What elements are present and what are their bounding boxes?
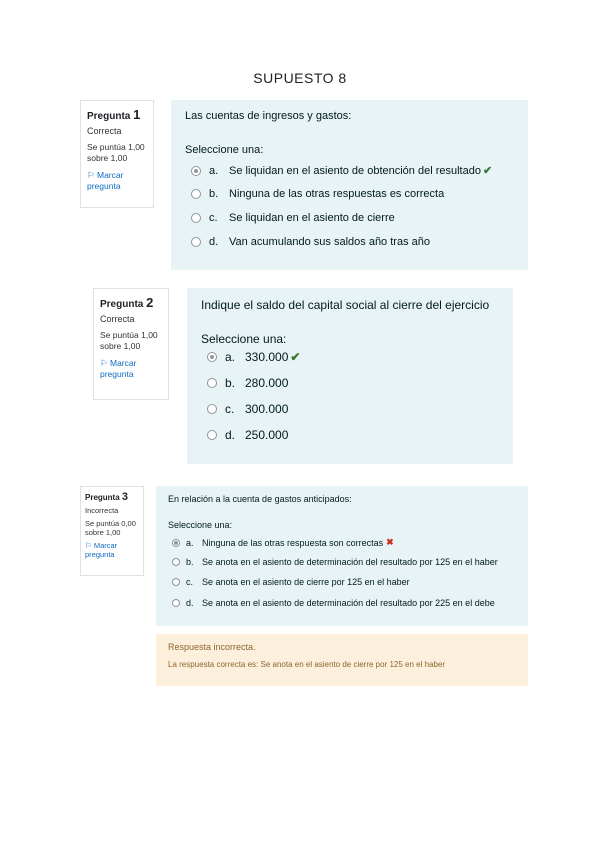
answer-option-a[interactable]: a. 330.000 ✔ (207, 350, 300, 364)
radio-button[interactable] (207, 352, 217, 362)
answer-option-c[interactable]: c. 300.000 (207, 402, 288, 416)
question-number: Pregunta 1 (87, 107, 141, 122)
flag-question-link[interactable]: ⚐ Marcar pregunta (100, 358, 137, 379)
radio-button[interactable] (172, 539, 180, 547)
answer-option-a[interactable]: a. Ninguna de las otras respuesta son correctas ✖ (172, 537, 394, 548)
answer-option-c[interactable]: c. Se liquidan en el asiento de cierre (191, 212, 395, 224)
radio-button[interactable] (172, 558, 180, 566)
answer-option-b[interactable]: b. Se anota en el asiento de determinación del resultado por 125 en el haber (172, 557, 498, 567)
correct-answer-text: La respuesta correcta es: Se anota en el asiento de cierre por 125 en el haber (168, 660, 446, 669)
answer-option-c[interactable]: c. Se anota en el asiento de cierre por 125 en el haber (172, 577, 410, 587)
question-grade: Se puntúa 0,00 sobre 1,00 (85, 518, 136, 537)
check-icon: ✔ (482, 165, 493, 177)
answer-feedback (156, 634, 528, 686)
flag-question-link[interactable]: ⚐ Marcar pregunta (87, 170, 124, 191)
radio-button[interactable] (191, 237, 201, 247)
flag-icon: ⚐ (100, 358, 108, 368)
question-text: Las cuentas de ingresos y gastos: (185, 110, 352, 122)
radio-button[interactable] (172, 599, 180, 607)
question-text: En relación a la cuenta de gastos anticipados: (168, 494, 352, 504)
question-content-2 (187, 288, 513, 464)
answer-option-a[interactable]: a. Se liquidan en el asiento de obtención del resultado ✔ (191, 164, 492, 177)
question-content-3 (156, 486, 528, 626)
radio-button[interactable] (191, 213, 201, 223)
select-prompt: Seleccione una: (201, 332, 287, 346)
radio-button[interactable] (207, 404, 217, 414)
select-prompt: Seleccione una: (168, 520, 233, 530)
select-prompt: Seleccione una: (185, 144, 264, 156)
question-state: Correcta (87, 126, 122, 136)
radio-button[interactable] (191, 166, 201, 176)
answer-option-d[interactable]: d. Van acumulando sus saldos año tras año (191, 236, 430, 248)
question-info-2 (93, 288, 169, 400)
question-content-1 (171, 100, 528, 270)
check-icon: ✔ (290, 350, 301, 364)
question-number: Pregunta 3 (85, 491, 129, 503)
feedback-title: Respuesta incorrecta. (168, 642, 256, 652)
question-grade: Se puntúa 1,00 sobre 1,00 (100, 330, 158, 351)
answer-option-b[interactable]: b. 280.000 (207, 376, 288, 390)
question-number: Pregunta 2 (100, 295, 154, 310)
radio-button[interactable] (207, 430, 217, 440)
question-state: Correcta (100, 314, 135, 324)
question-info-3 (80, 486, 144, 576)
cross-icon: ✖ (386, 537, 394, 547)
question-info-1 (80, 100, 154, 208)
answer-option-d[interactable]: d. 250.000 (207, 428, 288, 442)
flag-icon: ⚐ (85, 540, 92, 550)
radio-button[interactable] (172, 578, 180, 586)
flag-question-link[interactable]: ⚐ Marcar pregunta (85, 540, 118, 559)
radio-button[interactable] (207, 378, 217, 388)
question-state: Incorrecta (85, 506, 119, 515)
question-text: Indique el saldo del capital social al cierre del ejercicio (201, 298, 490, 312)
answer-option-d[interactable]: d. Se anota en el asiento de determinación del resultado por 225 en el debe (172, 598, 495, 608)
page-title: SUPUESTO 8 (253, 70, 347, 86)
answer-option-b[interactable]: b. Ninguna de las otras respuestas es correcta (191, 188, 444, 200)
flag-icon: ⚐ (87, 170, 95, 180)
radio-button[interactable] (191, 189, 201, 199)
question-grade: Se puntúa 1,00 sobre 1,00 (87, 142, 145, 163)
